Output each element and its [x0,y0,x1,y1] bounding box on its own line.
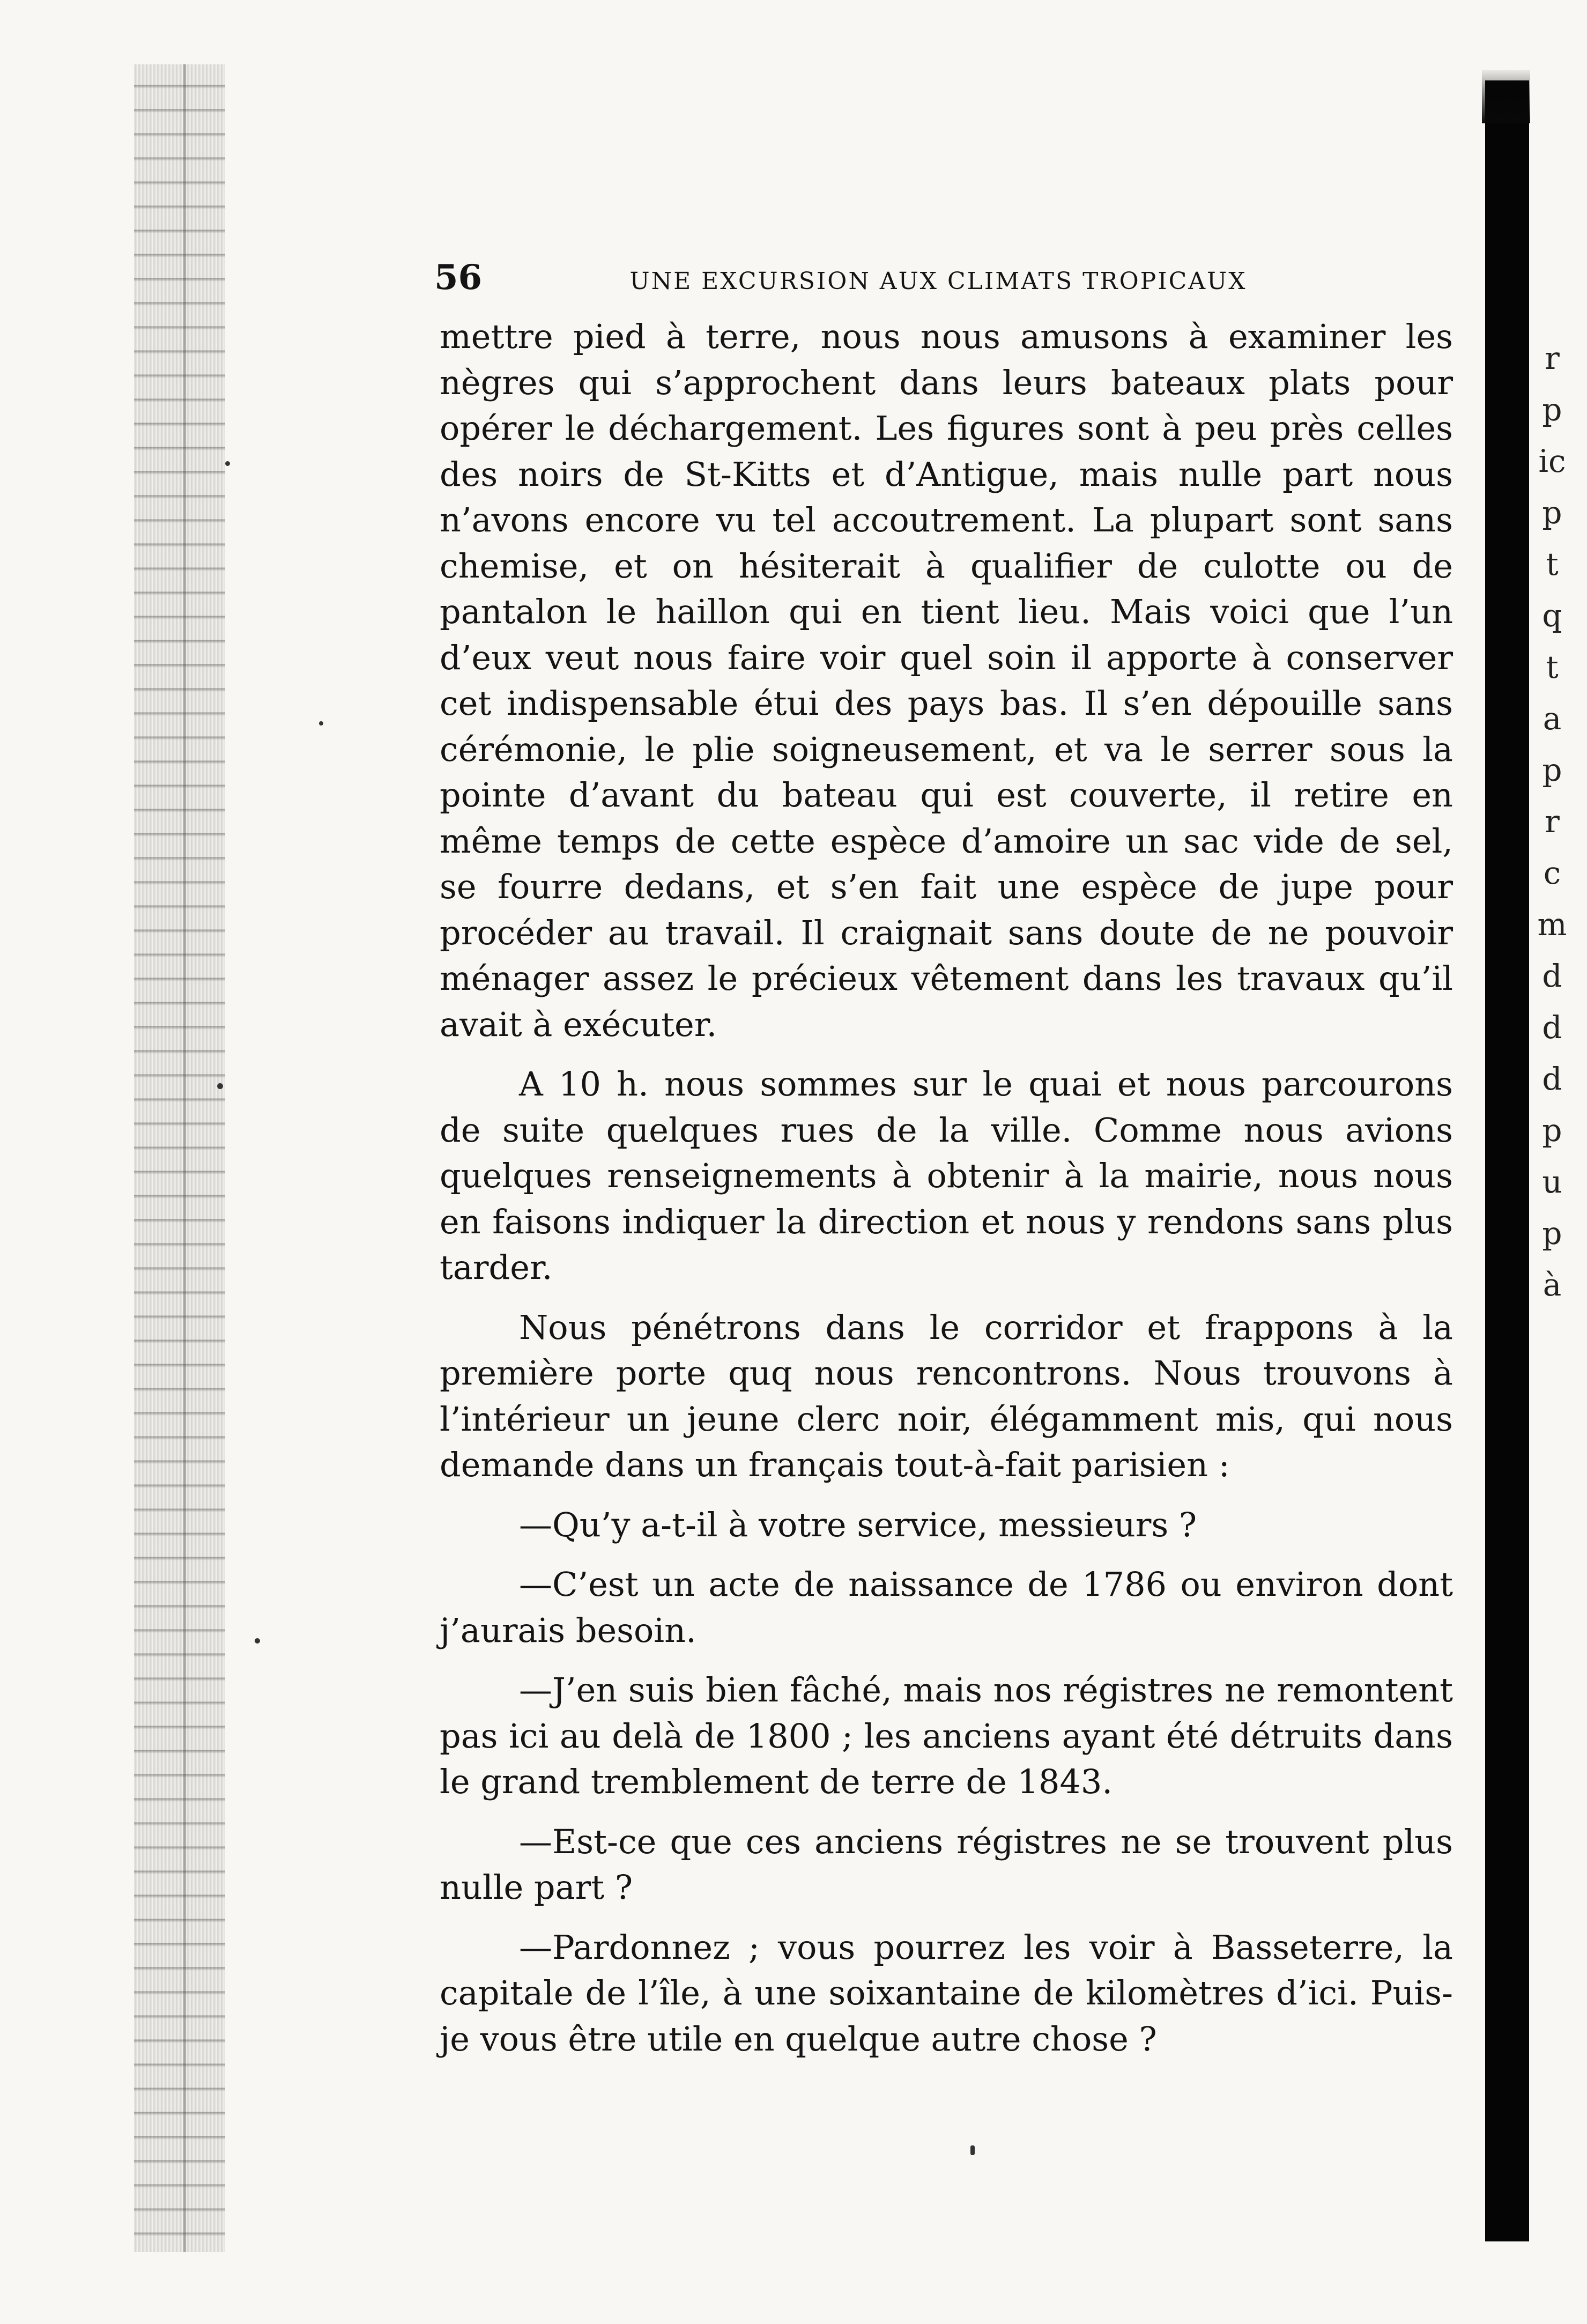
edge-glyph: t [1546,546,1559,582]
scan-speck [225,461,230,466]
edge-glyph: m [1537,906,1567,943]
page-number: 56 [434,257,483,298]
dialogue-line: —C’est un acte de naissance de 1786 ou environ dont j’aurais besoin. [440,1565,1453,1650]
edge-glyph: à [1542,1267,1562,1303]
edge-glyph: t [1546,649,1559,685]
dialogue-line: —Qu’y a-t-il à votre service, messieurs ? [519,1505,1197,1544]
binding-shadow [1485,80,1529,2241]
paragraph: A 10 h. nous sommes sur le quai et nous parcourons de suite quelques rues de la ville. Comme nous avions quelques renseignements à obtenir à la mairie, nous nous en faisons indiquer la direction et nous y rendons sans plus tarder. [440,1064,1453,1287]
dialogue-line: —J’en suis bien fâché, mais nos régistres ne remontent pas ici au delà de 1800 ; les anciens ayant été détruits dans le grand tremblement de terre de 1843. [440,1670,1453,1801]
edge-glyph: r [1545,340,1560,376]
paragraph: mettre pied à terre, nous nous amusons à examiner les nègres qui s’approchent dans leurs bateaux plats pour opérer le déchargement. Les figures sont à peu près celles des noirs de St-Kitts et d’Antigue, mais nulle part nous n’avons encore vu tel accoutrement. La plupart sont sans chemise, et on hésiterait à qualifier de culotte ou de pantalon le haillon qui en tient lieu. Mais voici que l’un d’eux veut nous faire voir quel soin il apporte à conserver cet indispensable étui des pays bas. Il s’en dépouille sans cérémonie, le plie soigneusement, et va le serrer sous la pointe d’avant du bateau qui est couverte, il retire en même temps de cette espèce d’amoire un sac vide de sel, se fourre dedans, et s’en fait une espèce de jupe pour procéder au travail. Il craignait sans doute de ne pouvoir ménager assez le précieux vêtement dans les travaux qu’il avait à exécuter. [440,317,1453,1044]
edge-glyph: p [1542,494,1562,531]
edge-glyph: p [1542,1112,1562,1149]
edge-glyph: u [1542,1164,1562,1200]
scan-speck [319,721,323,726]
edge-glyph: p [1542,752,1562,788]
page-header [434,257,1448,300]
edge-glyph: d [1542,958,1562,994]
paragraph: Nous pénétrons dans le corridor et frappons à la première porte quq nous rencontrons. Nous trouvons à l’intérieur un jeune clerc noir, élégamment mis, qui nous demande dans un français tout-à-fait parisien : [440,1307,1453,1484]
left-gutter-scan-noise [134,64,225,2252]
edge-glyph: p [1542,1215,1562,1252]
dialogue-line: —Pardonnez ; vous pourrez les voir à Basseterre, la capitale de l’île, à une soixantaine de kilomètres d’ici. Puis-je vous être utile en quelque autre chose ? [440,1927,1453,2059]
running-head: UNE EXCURSION AUX CLIMATS TROPICAUX [629,268,1247,295]
dialogue-line: —Est-ce que ces anciens régistres ne se trouvent plus nulle part ? [440,1822,1453,1907]
scan-speck [217,1083,223,1089]
edge-glyph: r [1545,803,1560,840]
edge-glyph: p [1542,391,1562,428]
scan-speck [255,1638,260,1644]
edge-glyph: d [1542,1009,1562,1046]
facing-page-edge [1533,332,1571,2102]
edge-glyph: d [1542,1061,1562,1097]
page-body [440,314,1453,2059]
edge-glyph: ic [1538,443,1566,479]
scan-speck [970,2145,975,2155]
edge-glyph: a [1542,700,1562,737]
edge-glyph: q [1542,597,1562,634]
edge-glyph: c [1543,855,1561,891]
